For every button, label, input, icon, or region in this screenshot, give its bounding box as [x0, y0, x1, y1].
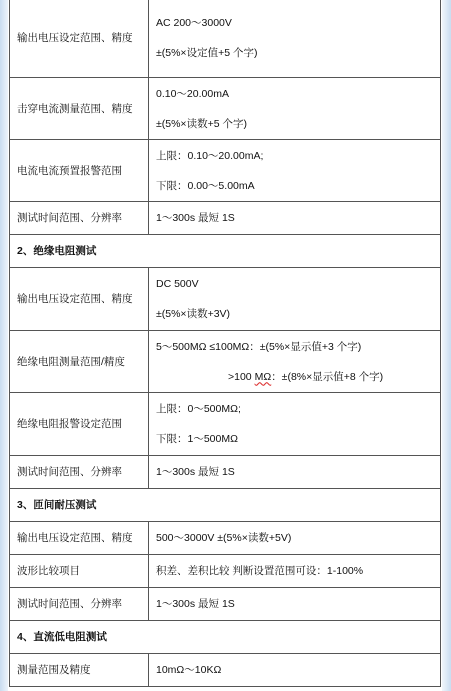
- section-heading: 4、直流低电阻测试: [10, 621, 441, 654]
- value-line: DC 500V: [156, 278, 199, 290]
- row-label: 绝缘电阻测量范围/精度: [10, 331, 149, 393]
- row-value: 500～3000V ±(5%×读数+5V): [149, 522, 441, 555]
- table-row: [10, 393, 441, 456]
- row-value: 10mΩ～10KΩ: [149, 654, 441, 687]
- row-label: 测量范围及精度: [10, 654, 149, 687]
- section-row: [10, 235, 441, 268]
- table-row: [10, 588, 441, 621]
- table-row: [10, 456, 441, 489]
- row-value: [149, 0, 441, 78]
- value-line: 下限：1～500MΩ: [156, 433, 238, 445]
- section-heading: 3、匝间耐压测试: [10, 489, 441, 522]
- value-line: 5～500MΩ ≤100MΩ：±(5%×显示值+3 个字): [156, 340, 362, 353]
- value-line: 下限：0.00～5.00mA: [156, 179, 255, 192]
- row-value: [149, 393, 441, 456]
- value-line: 上限：0.10～20.00mA;: [156, 149, 264, 162]
- spec-table: [9, 0, 441, 687]
- document-page: [8, 0, 442, 691]
- row-label: 绝缘电阻报警设定范围: [10, 393, 149, 456]
- table-row: [10, 522, 441, 555]
- section-row: [10, 621, 441, 654]
- value-line: AC 200～3000V: [156, 17, 232, 29]
- value-line: 0.10～20.00mA: [156, 87, 229, 100]
- section-heading: 2、绝缘电阻测试: [10, 235, 441, 268]
- row-label: 测试时间范围、分辨率: [10, 588, 149, 621]
- row-value: [149, 268, 441, 331]
- value-line: ±(5%×读数+5 个字): [156, 117, 247, 130]
- value-line: >100 MΩ：±(8%×显示值+8 个字): [228, 370, 384, 383]
- row-value: [149, 78, 441, 140]
- value-line: ±(5%×设定值+5 个字): [156, 47, 258, 59]
- row-value: [149, 140, 441, 202]
- row-label: 输出电压设定范围、精度: [10, 522, 149, 555]
- table-row: [10, 78, 441, 140]
- table-row: [10, 268, 441, 331]
- row-label: 击穿电流测量范围、精度: [10, 78, 149, 140]
- row-label: 电流电流预置报警范围: [10, 140, 149, 202]
- table-row: [10, 140, 441, 202]
- row-value: [149, 331, 441, 393]
- table-row: [10, 0, 441, 78]
- table-row: [10, 654, 441, 687]
- table-row: [10, 202, 441, 235]
- row-label: 输出电压设定范围、精度: [10, 0, 149, 78]
- value-line: 上限：0～500MΩ;: [156, 403, 241, 415]
- row-label: 测试时间范围、分辨率: [10, 456, 149, 489]
- row-label: 测试时间范围、分辨率: [10, 202, 149, 235]
- value-line: ±(5%×读数+3V): [156, 308, 231, 320]
- row-value: 积差、差积比较 判断设置范围可设：1-100%: [149, 555, 441, 588]
- row-value: 1～300s 最短 1S: [149, 588, 441, 621]
- table-row: [10, 331, 441, 393]
- row-label: 波形比较项目: [10, 555, 149, 588]
- table-row: [10, 555, 441, 588]
- row-value: 1～300s 最短 1S: [149, 202, 441, 235]
- section-row: [10, 489, 441, 522]
- row-value: 1～300s 最短 1S: [149, 456, 441, 489]
- row-label: 输出电压设定范围、精度: [10, 268, 149, 331]
